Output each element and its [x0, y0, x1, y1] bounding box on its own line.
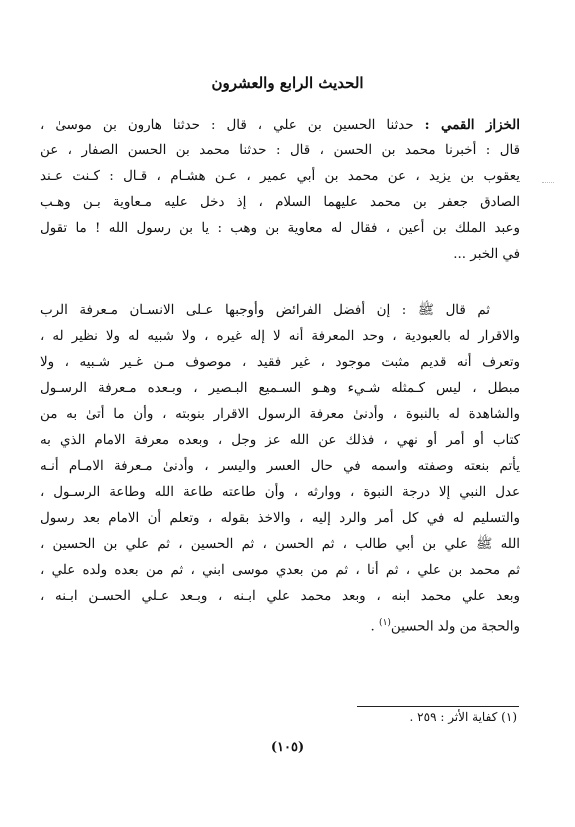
text-line: وبعد علي محمد ابنه ، وبعد محمد علي ابـنه ، وبـعد عـلي الحسـن ابـنه ، [40, 589, 520, 604]
text-line: يعقوب بن يزيد ، عن محمد بن أبي عمير ، عـن هشـام ، قـال : كـنت عـند [40, 169, 520, 184]
text-line: ثم قال ﷺ : إن أفضل الفرائض وأوجبها عـلى الانسـان مـعرفة الرب [40, 303, 490, 318]
text-line: والتسليم له في كل أمر والرد إليه ، والاخذ بقوله ، وتعلم أن الامام بعد رسول [40, 511, 520, 526]
text-line: وتعرف أنه قديم مثبت موجود ، غير فقيد ، موصوف مـن غـير شـبيه ، ولا [40, 355, 520, 370]
text-line [40, 610, 520, 636]
footnote-reference: (١) [379, 618, 391, 628]
text-line: الله ﷺ علي بن أبي طالب ، ثم الحسن ، ثم الحسين ، ثم علي بن الحسين ، [40, 537, 520, 552]
text-line: ثم محمد بن علي ، ثم أنا ، ثم من بعدي موسى ابني ، ثم من بعده ولده علي ، [40, 563, 520, 578]
page-number: (١٠٥) [270, 740, 305, 755]
footnote-divider [357, 706, 519, 707]
text-line: في الخبر ... [453, 247, 520, 262]
text-line: الصادق جعفر بن محمد عليهما السلام ، إذ دخل عليه مـعاوية بـن وهـب [40, 195, 520, 210]
hadith-text [40, 112, 520, 636]
footnote: (١) كفاية الأثر : ٢٥٩ . [409, 710, 517, 724]
text-line: كتاب أو أمر أو نهي ، فذلك عن الله عز وجل ، وبعده معرفة الامام الذي به [40, 433, 520, 448]
paragraph-gap [40, 268, 520, 298]
text-segment: حدثنا الحسين بن علي ، قال : حدثنا هارون بن موسىٰ ، [40, 118, 414, 133]
text-line: والاقرار له بالعبودية ، وحد المعرفة أنه لا إله غيره ، ولا شبيه له ولا نظير له ، [40, 329, 520, 344]
text-line: يأتم بنعته وصفته واسمه في حال العسر واليسر ، وأدنىٰ مـعرفة الامـام أنـه [40, 459, 520, 474]
text-line: والشاهدة له بالنبوة ، وأدنىٰ معرفة الرسول الاقرار بنوبته ، وأن ما أتىٰ به من [40, 407, 520, 422]
text-line: وعبد الملك بن أعين ، فقال له معاوية بن وهب : يا بن رسول الله ! ما تقول [40, 221, 520, 236]
margin-mark [542, 182, 554, 184]
text-line: قال : أخبرنا محمد بن الحسن ، قال : حدثنا محمد بن الحسن الصفار ، عن [40, 143, 520, 158]
text-line [40, 112, 520, 138]
text-line: عدل النبي إلا درجة النبوة ، ووارثه ، وأن طاعته طاعة الله وطاعة الرسـول ، [40, 485, 520, 500]
text-segment: . [370, 619, 380, 635]
chapter-title: الحديث الرابع والعشرون [211, 74, 364, 92]
text-line: مبطل ، ليس كـمثله شـيء وهـو السـميع البـصير ، وبـعده مـعرفة الرسـول [40, 381, 520, 396]
text-segment: والحجة من ولد الحسين [390, 619, 520, 635]
narrator-name: الخزاز القمي : [424, 117, 520, 133]
